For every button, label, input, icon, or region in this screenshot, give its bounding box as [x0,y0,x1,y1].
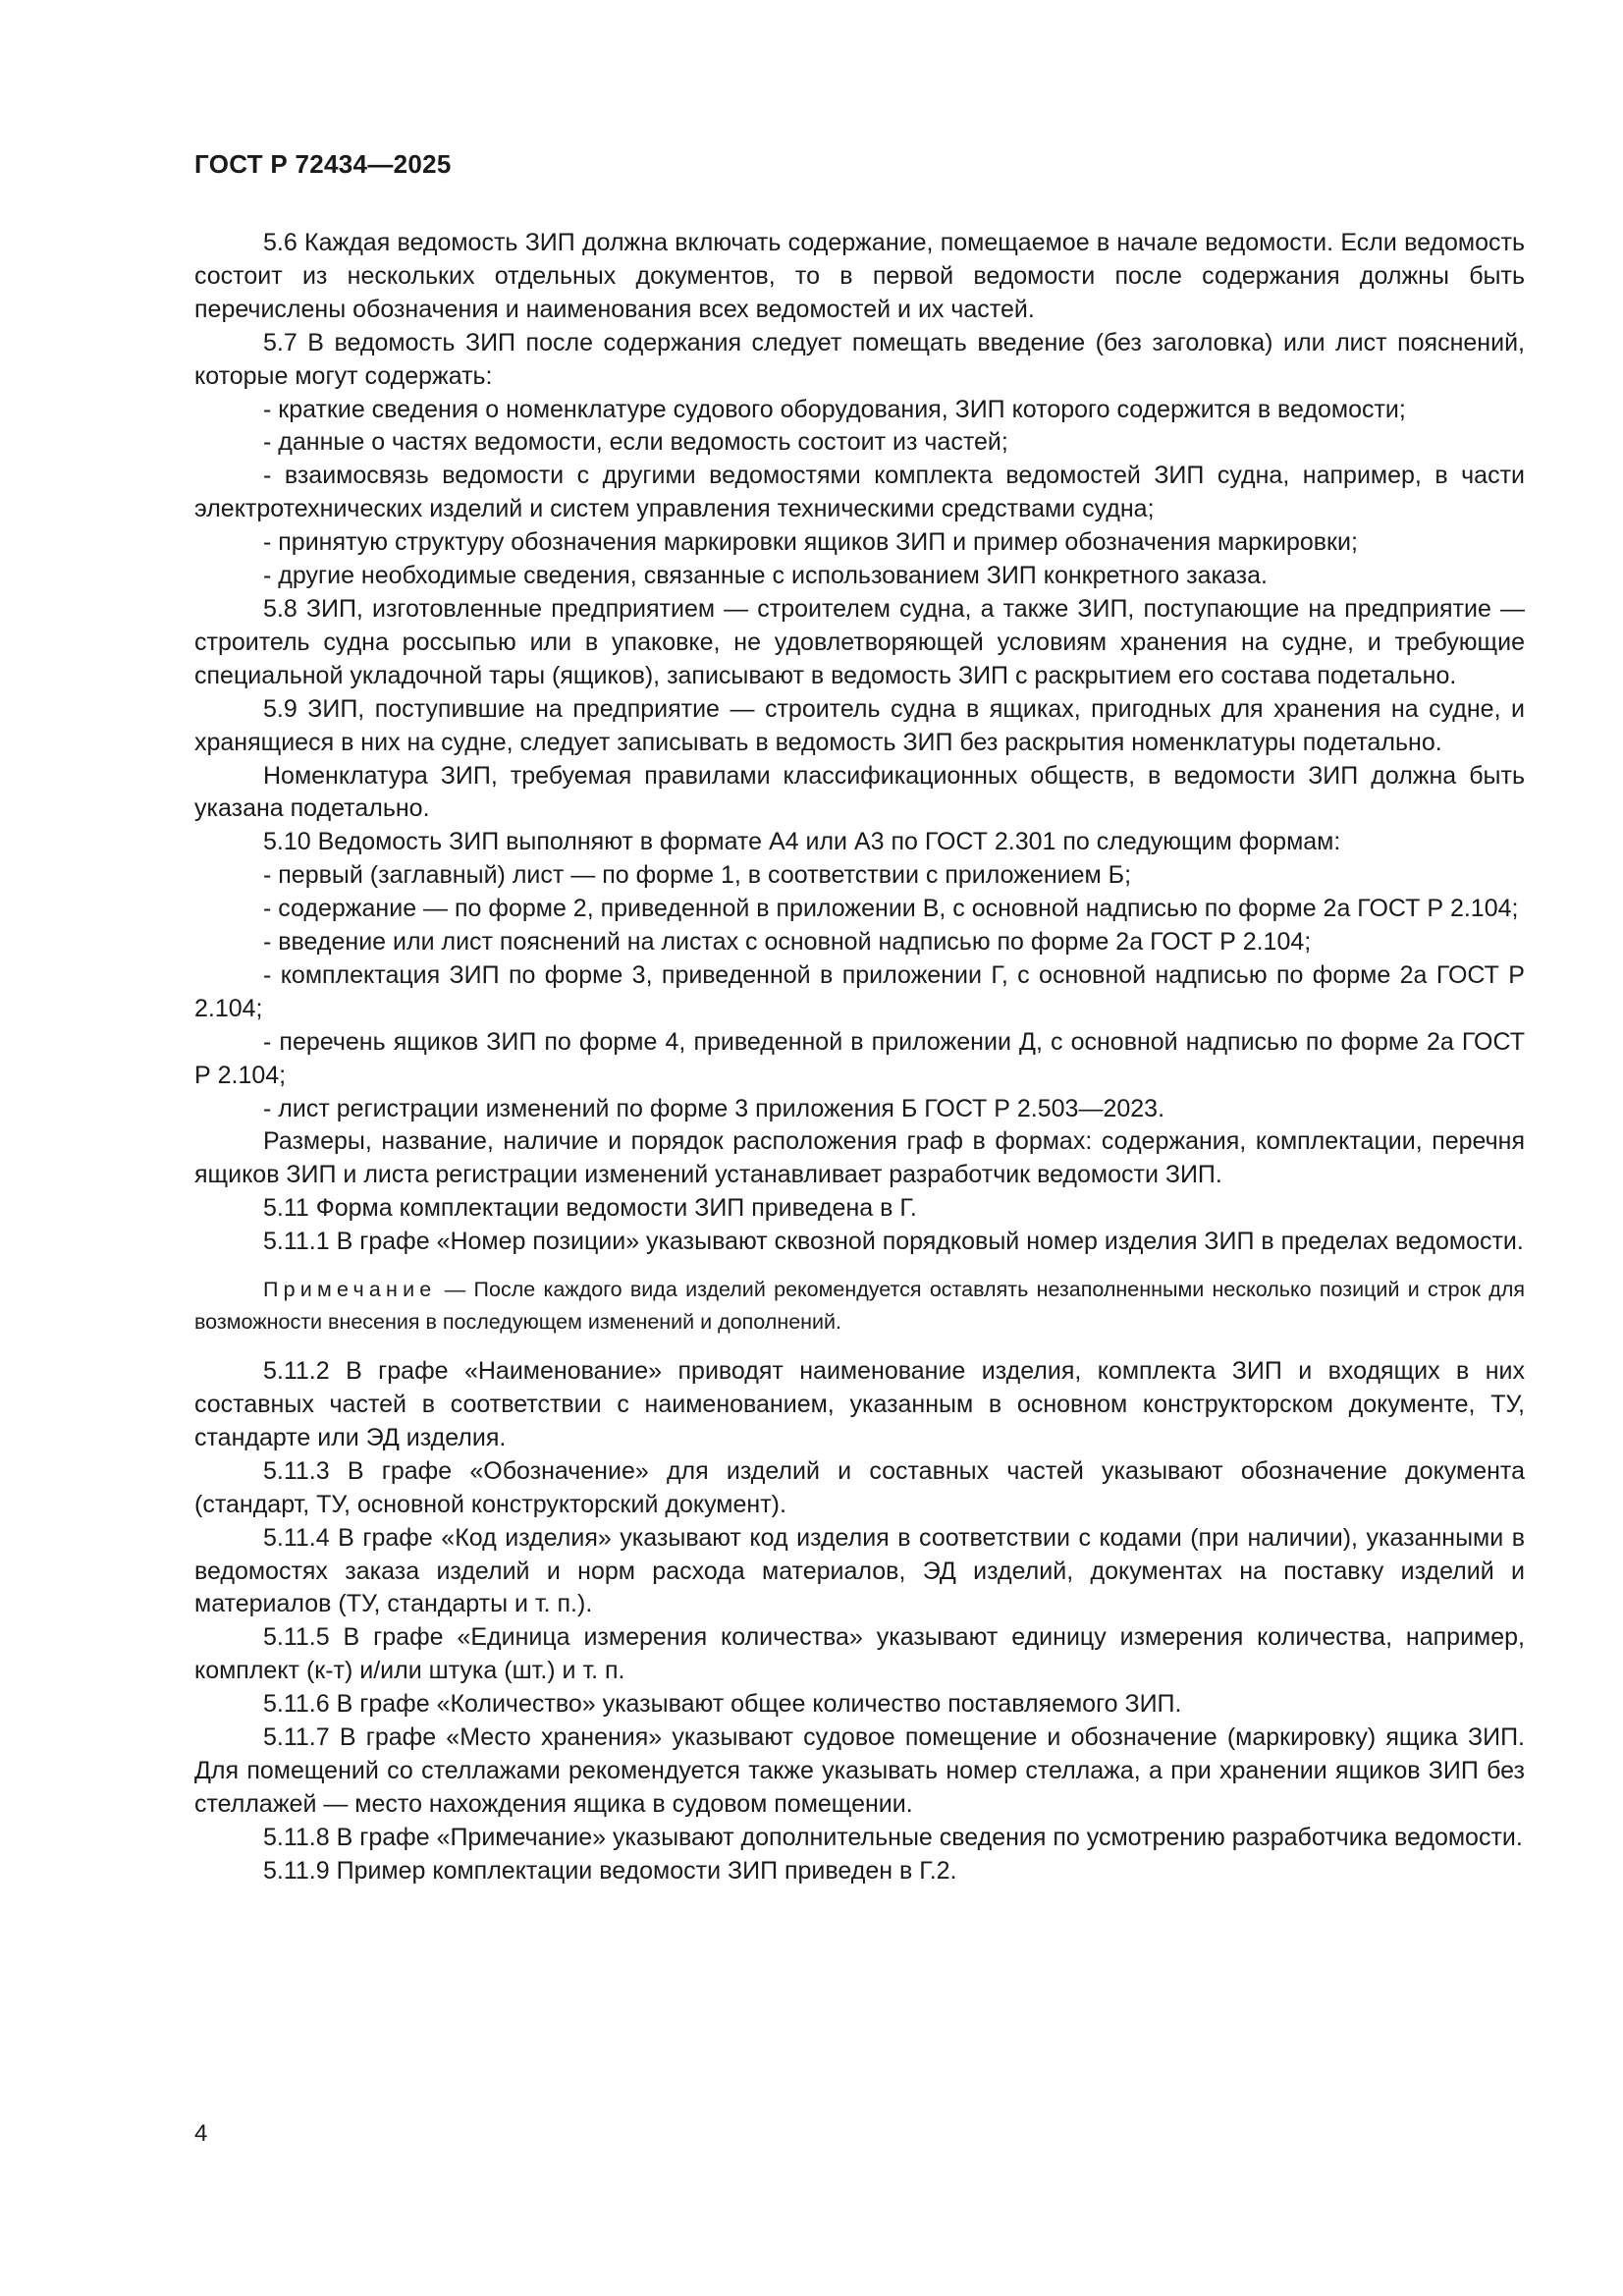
paragraph-5-11-5: 5.11.5 В графе «Единица измерения количества» указывают единицу измерения количества, например, комплект (к-т) и/или штука (шт.) и т. п. [194,1623,1525,1685]
note [194,1274,1525,1339]
list-item: - содержание — по форме 2, приведенной в приложении В, с основной надписью по форме 2а ГОСТ Р 2.104; [263,895,1519,923]
list-item: - другие необходимые сведения, связанные с использованием ЗИП конкретного заказа. [263,562,1268,590]
list-item: - первый (заглавный) лист — по форме 1, в соответствии с приложением Б; [263,861,1132,890]
paragraph-5-11-6: 5.11.6 В графе «Количество» указывают общее количество поставляемого ЗИП. [263,1690,1182,1719]
list-item: - принятую структуру обозначения маркировки ящиков ЗИП и пример обозначения маркировки; [263,528,1358,557]
note-label: Примечание [263,1278,437,1302]
paragraph-5-11-1: 5.11.1 В графе «Номер позиции» указывают сквозной порядковый номер изделия ЗИП в пределах ведомости. [263,1228,1524,1256]
list-item: - данные о частях ведомости, если ведомость состоит из частей; [263,428,1008,457]
paragraph-5-11-7: 5.11.7 В графе «Место хранения» указывают судовое помещение и обозначение (маркировку) ящика ЗИП. Для помещений со стеллажами рекомендуется также указывать номер стеллажа, а при хранении ящиков ЗИП без стеллажей — место нахождения ящика в судовом помещении. [194,1723,1525,1818]
list-item: - взаимосвязь ведомости с другими ведомостями комплекта ведомостей ЗИП судна, например, в части электротехнических изделий и систем управления техническими средствами судна; [194,462,1525,523]
paragraph-5-11-9: 5.11.9 Пример комплектации ведомости ЗИП приведен в Г.2. [263,1856,957,1885]
paragraph-5-7: 5.7 В ведомость ЗИП после содержания следует помещать введение (без заголовка) или лист пояснений, которые могут содержать: [194,328,1525,390]
paragraph-5-11-2: 5.11.2 В графе «Наименование» приводят наименование изделия, комплекта ЗИП и входящих в них составных частей в соответствии с наименованием, указанным в основном конструкторском документе, ТУ, стандарте или ЭД изделия. [194,1357,1525,1451]
list-item: - краткие сведения о номенклатуре судового оборудования, ЗИП которого содержится в ведомости; [263,395,1406,423]
note-text: — После каждого вида изделий рекомендуется оставлять незаполненными несколько позиций и строк для возможности внесения в последующем изменений и дополнений. [194,1278,1525,1335]
paragraph-5-6: 5.6 Каждая ведомость ЗИП должна включать содержание, помещаемое в начале ведомости. Если ведомость состоит из нескольких отдельных документов, то в первой ведомости после содержания должны быть перечислены обозначения и наименования всех ведомостей и их частей. [194,229,1525,323]
document-body [194,227,1525,1888]
list-item: - комплектация ЗИП по форме 3, приведенной в приложении Г, с основной надписью по форме 2а ГОСТ Р 2.104; [194,960,1525,1022]
paragraph-5-11: 5.11 Форма комплектации ведомости ЗИП приведена в Г. [263,1194,917,1223]
paragraph-5-10: 5.10 Ведомость ЗИП выполняют в формате А4 или А3 по ГОСТ 2.301 по следующим формам: [263,828,1341,856]
paragraph-5-11-4: 5.11.4 В графе «Код изделия» указывают код изделия в соответствии с кодами (при наличии), указанными в ведомостях заказа изделий и норм расхода материалов, ЭД изделий, документах на поставку изделий и материалов (ТУ, стандарты и т. п.). [194,1523,1525,1618]
paragraph-5-11-3: 5.11.3 В графе «Обозначение» для изделий и составных частей указывают обозначение документа (стандарт, ТУ, основной конструкторский документ). [194,1456,1525,1518]
list-item: - введение или лист пояснений на листах с основной надписью по форме 2а ГОСТ Р 2.104; [263,928,1312,957]
paragraph-5-8: 5.8 ЗИП, изготовленные предприятием — строителем судна, а также ЗИП, поступающие на предприятие — строитель судна россыпью или в упаковке, не удовлетворяющей условиям хранения на судне, и требующие специальной укладочной тары (ящиков), записывают в ведомость ЗИП с раскрытием его состава подетально. [194,594,1525,689]
document-code-header: ГОСТ Р 72434—2025 [194,149,452,179]
paragraph-5-11-8: 5.11.8 В графе «Примечание» указывают дополнительные сведения по усмотрению разработчика ведомости. [263,1823,1523,1851]
list-item: - лист регистрации изменений по форме 3 приложения Б ГОСТ Р 2.503—2023. [263,1094,1165,1122]
list-item: - перечень ящиков ЗИП по форме 4, приведенной в приложении Д, с основной надписью по форме 2а ГОСТ Р 2.104; [194,1027,1525,1089]
paragraph-5-9: 5.9 ЗИП, поступившие на предприятие — строитель судна в ящиках, пригодных для хранения на судне, и хранящиеся в них на судне, следует записывать в ведомость ЗИП без раскрытия номенклатуры подетально. [194,694,1525,756]
paragraph-nomenclature: Номенклатура ЗИП, требуемая правилами классификационных обществ, в ведомости ЗИП должна быть указана подетально. [194,761,1525,823]
paragraph-sizes: Размеры, название, наличие и порядок расположения граф в формах: содержания, комплектации, перечня ящиков ЗИП и листа регистрации изменений устанавливает разработчик ведомости ЗИП. [194,1127,1525,1189]
page-number: 4 [194,2120,208,2147]
